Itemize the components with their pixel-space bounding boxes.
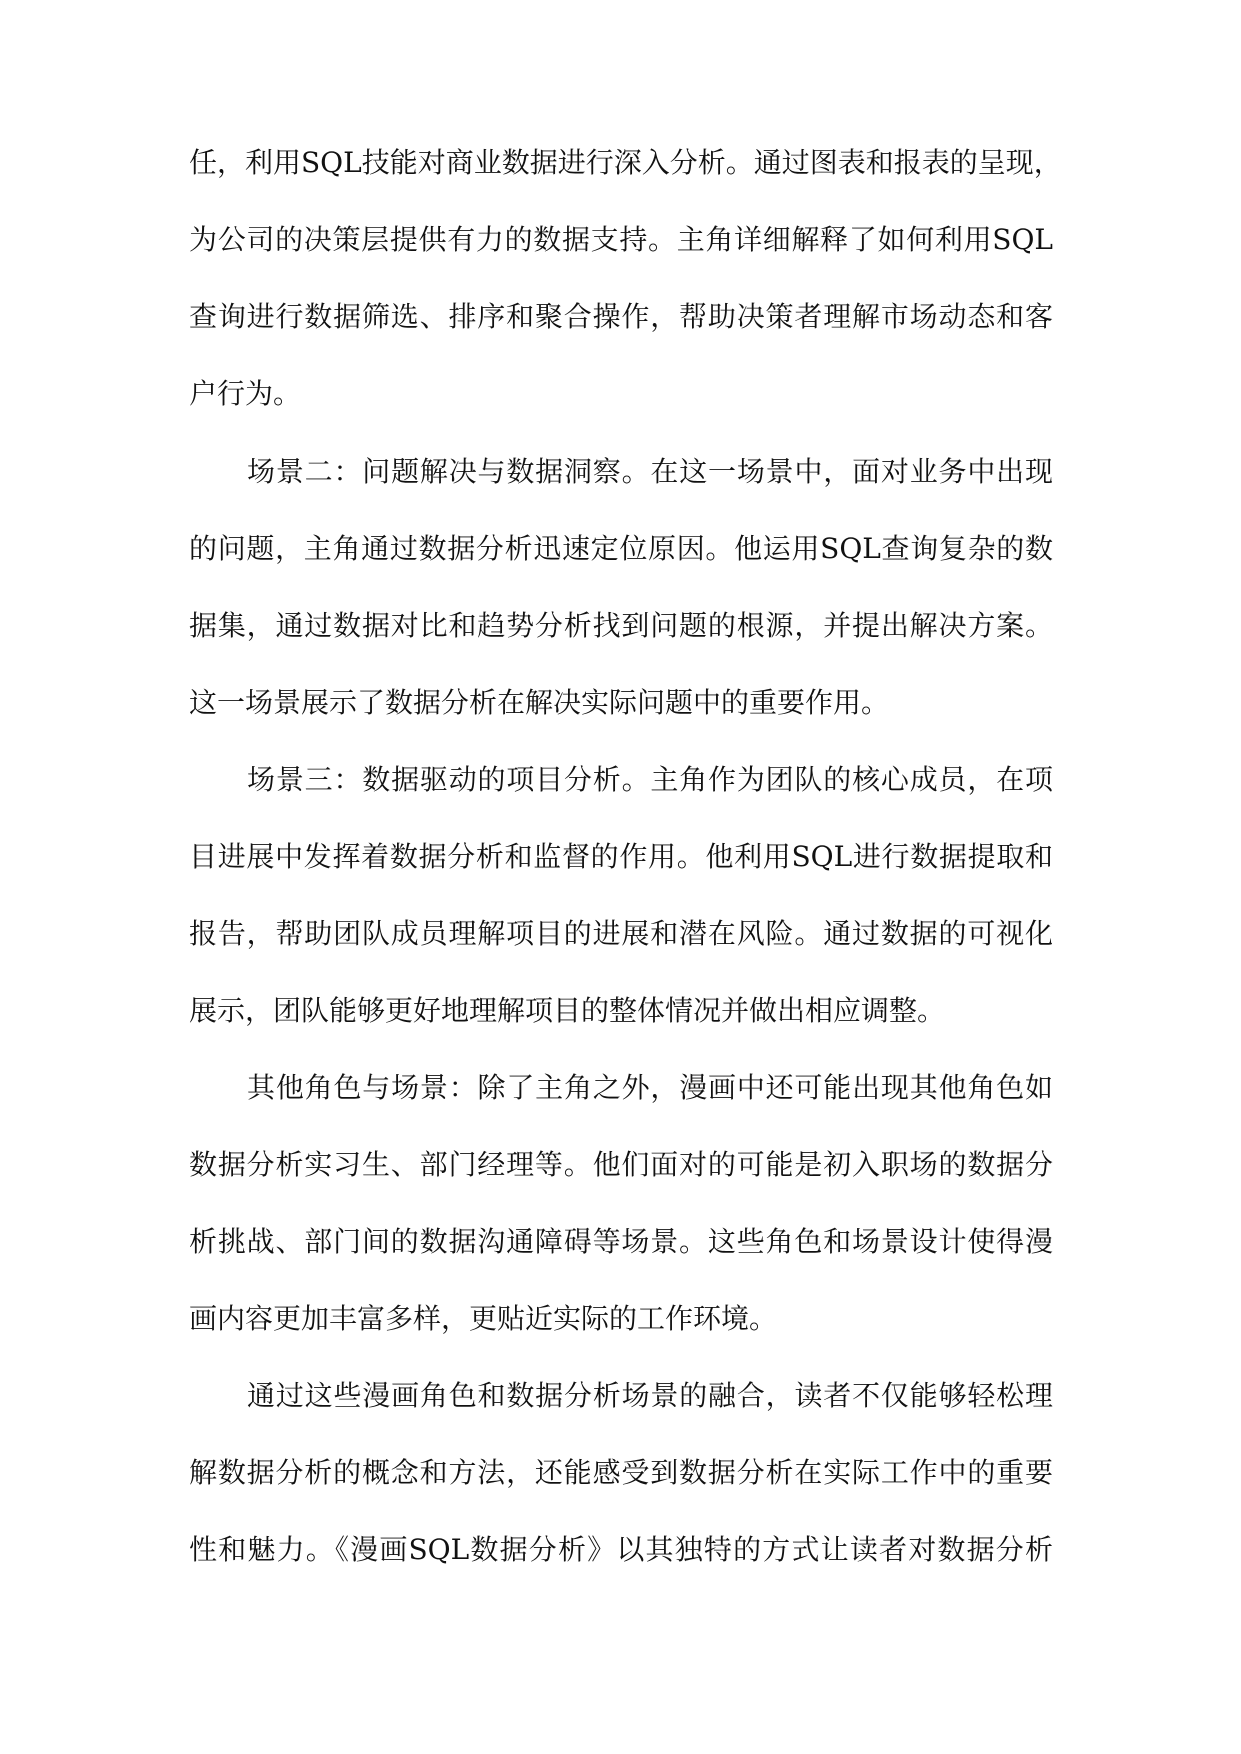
text-line: 为公司的决策层提供有力的数据支持。主角详细解释了如何利用SQL — [189, 223, 1053, 256]
text-line: 查询进行数据筛选、排序和聚合操作，帮助决策者理解市场动态和客 — [189, 300, 1053, 333]
text-line: 场景二：问题解决与数据洞察。在这一场景中，面对业务中出现 — [247, 455, 1053, 488]
text-line: 解数据分析的概念和方法，还能感受到数据分析在实际工作中的重要 — [189, 1456, 1053, 1489]
text-line: 场景三：数据驱动的项目分析。主角作为团队的核心成员，在项 — [247, 763, 1053, 796]
text-line: 其他角色与场景：除了主角之外，漫画中还可能出现其他角色如 — [247, 1071, 1053, 1104]
text-line: 性和魅力。《漫画SQL数据分析》以其独特的方式让读者对数据分析 — [189, 1533, 1053, 1566]
text-line: 的问题，主角通过数据分析迅速定位原因。他运用SQL查询复杂的数 — [189, 532, 1053, 565]
text-line: 析挑战、部门间的数据沟通障碍等场景。这些角色和场景设计使得漫 — [189, 1225, 1053, 1258]
text-line: 报告，帮助团队成员理解项目的进展和潜在风险。通过数据的可视化 — [189, 917, 1053, 950]
text-line: 目进展中发挥着数据分析和监督的作用。他利用SQL进行数据提取和 — [189, 840, 1053, 873]
text-line: 据集，通过数据对比和趋势分析找到问题的根源，并提出解决方案。 — [189, 609, 1053, 642]
text-line: 户行为。 — [189, 377, 302, 410]
text-line: 数据分析实习生、部门经理等。他们面对的可能是初入职场的数据分 — [189, 1148, 1053, 1181]
text-line: 这一场景展示了数据分析在解决实际问题中的重要作用。 — [189, 686, 890, 719]
text-line: 任，利用SQL技能对商业数据进行深入分析。通过图表和报表的呈现， — [189, 146, 1062, 179]
text-line: 通过这些漫画角色和数据分析场景的融合，读者不仅能够轻松理 — [247, 1379, 1053, 1412]
text-line: 展示，团队能够更好地理解项目的整体情况并做出相应调整。 — [189, 994, 946, 1027]
text-line: 画内容更加丰富多样，更贴近实际的工作环境。 — [189, 1302, 778, 1335]
